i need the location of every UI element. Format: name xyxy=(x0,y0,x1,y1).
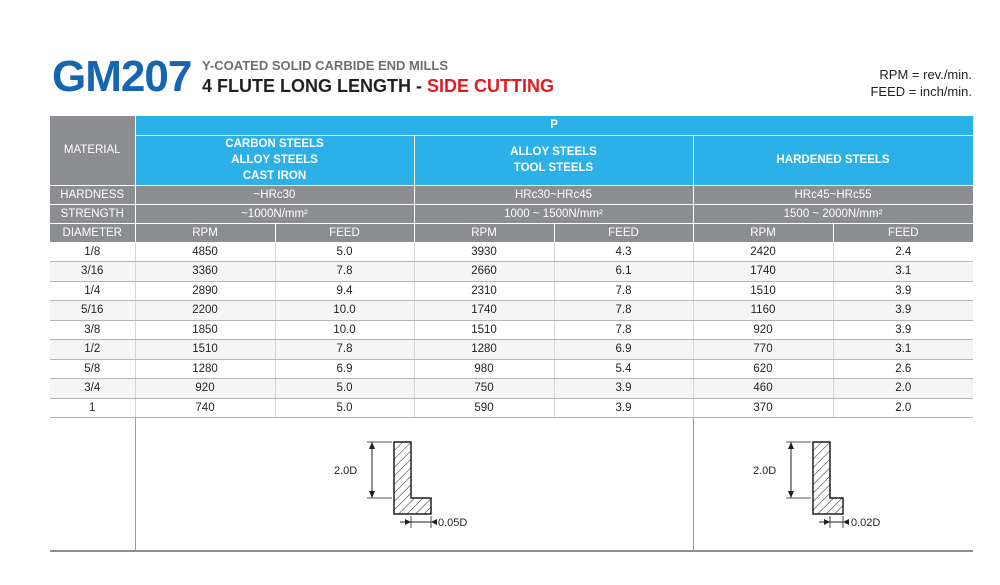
diameter-cell: 5/8 xyxy=(50,359,135,379)
product-subtitle-main xyxy=(202,76,554,97)
feed-cell: 7.8 xyxy=(554,301,693,321)
diameter-cell: 5/16 xyxy=(50,301,135,321)
rpm-header: RPM xyxy=(135,223,275,242)
feed-cell: 5.0 xyxy=(275,379,414,399)
feed-cell: 5.0 xyxy=(275,242,414,262)
rpm-cell: 2200 xyxy=(135,301,275,321)
rpm-cell: 770 xyxy=(693,340,833,360)
rpm-cell: 740 xyxy=(135,398,275,418)
workpiece-hatch xyxy=(394,442,431,514)
rpm-cell: 750 xyxy=(414,379,554,399)
feed-cell: 3.1 xyxy=(833,340,973,360)
diameter-cell: 3/16 xyxy=(50,262,135,282)
workpiece-hatch xyxy=(813,442,843,514)
rpm-cell: 1850 xyxy=(135,320,275,340)
side-cutting-diagram xyxy=(334,434,494,534)
subtitle-main-text: 4 FLUTE LONG LENGTH - xyxy=(202,76,427,96)
feed-cell: 4.3 xyxy=(554,242,693,262)
feed-header: FEED xyxy=(275,223,414,242)
table-row xyxy=(50,301,973,321)
subtitle-highlight: SIDE CUTTING xyxy=(427,76,555,96)
rpm-cell: 1510 xyxy=(414,320,554,340)
unit-rpm-note: RPM = rev./min. xyxy=(879,67,972,82)
feed-cell: 3.9 xyxy=(554,379,693,399)
rpm-cell: 1280 xyxy=(414,340,554,360)
feed-cell: 7.8 xyxy=(554,281,693,301)
table-row xyxy=(50,340,973,360)
cutting-diagram-row xyxy=(50,418,973,552)
table-row xyxy=(50,320,973,340)
material-line: ALLOY STEELS xyxy=(510,146,597,158)
material-line: HARDENED STEELS xyxy=(776,154,890,166)
feed-cell: 3.1 xyxy=(833,262,973,282)
strength-label: STRENGTH xyxy=(50,204,135,223)
cutting-conditions-table xyxy=(50,116,974,552)
feed-cell: 10.0 xyxy=(275,301,414,321)
rpm-header: RPM xyxy=(414,223,554,242)
strength-value: 1000 ~ 1500N/mm² xyxy=(414,204,693,223)
rpm-cell: 3930 xyxy=(414,242,554,262)
rpm-cell: 920 xyxy=(135,379,275,399)
rpm-cell: 980 xyxy=(414,359,554,379)
strength-value: ~1000N/mm² xyxy=(135,204,414,223)
rpm-cell: 590 xyxy=(414,398,554,418)
table-row xyxy=(50,398,973,418)
feed-cell: 6.9 xyxy=(275,359,414,379)
rpm-cell: 2310 xyxy=(414,281,554,301)
cutting-diagram-cell xyxy=(135,418,693,552)
rpm-cell: 1510 xyxy=(135,340,275,360)
diameter-cell: 1/2 xyxy=(50,340,135,360)
material-line: CARBON STEELS xyxy=(225,138,324,150)
rpm-cell: 370 xyxy=(693,398,833,418)
feed-cell: 2.0 xyxy=(833,398,973,418)
diameter-cell: 1/8 xyxy=(50,242,135,262)
table-row xyxy=(50,359,973,379)
feed-cell: 2.0 xyxy=(833,379,973,399)
strength-value: 1500 ~ 2000N/mm² xyxy=(693,204,973,223)
diameter-label: DIAMETER xyxy=(50,223,135,242)
diameter-cell: 3/4 xyxy=(50,379,135,399)
rpm-cell: 920 xyxy=(693,320,833,340)
material-carbon-steels xyxy=(135,135,414,185)
material-line: ALLOY STEELS xyxy=(231,154,318,166)
cutting-diagram-cell xyxy=(693,418,973,552)
material-hardened-steels xyxy=(693,135,973,185)
feed-cell: 9.4 xyxy=(275,281,414,301)
table-row xyxy=(50,281,973,301)
table-row xyxy=(50,379,973,399)
rpm-cell: 1280 xyxy=(135,359,275,379)
depth-label: 2.0D xyxy=(334,465,358,477)
rpm-cell: 1740 xyxy=(693,262,833,282)
diagram-blank-cell xyxy=(50,418,135,552)
side-cutting-diagram xyxy=(753,434,913,534)
rpm-cell: 3360 xyxy=(135,262,275,282)
feed-cell: 7.8 xyxy=(275,340,414,360)
hardness-value: HRc30~HRc45 xyxy=(414,185,693,204)
feed-header: FEED xyxy=(554,223,693,242)
diameter-cell: 3/8 xyxy=(50,320,135,340)
feed-cell: 7.8 xyxy=(275,262,414,282)
hardness-value: HRc45~HRc55 xyxy=(693,185,973,204)
rpm-cell: 620 xyxy=(693,359,833,379)
feed-cell: 6.1 xyxy=(554,262,693,282)
feed-cell: 6.9 xyxy=(554,340,693,360)
table-row xyxy=(50,262,973,282)
rpm-cell: 2890 xyxy=(135,281,275,301)
feed-cell: 5.0 xyxy=(275,398,414,418)
feed-cell: 7.8 xyxy=(554,320,693,340)
feed-cell: 10.0 xyxy=(275,320,414,340)
hardness-value: ~HRc30 xyxy=(135,185,414,204)
material-line: CAST IRON xyxy=(242,170,307,182)
rpm-cell: 1740 xyxy=(414,301,554,321)
material-header: MATERIAL xyxy=(50,116,135,185)
material-alloy-tool-steels xyxy=(414,135,693,185)
feed-cell: 3.9 xyxy=(833,301,973,321)
table-row xyxy=(50,242,973,262)
unit-feed-note: FEED = inch/min. xyxy=(870,84,972,99)
rpm-cell: 2420 xyxy=(693,242,833,262)
rpm-header: RPM xyxy=(693,223,833,242)
material-group-header: P xyxy=(135,116,973,135)
feed-cell: 5.4 xyxy=(554,359,693,379)
hardness-label: HARDNESS xyxy=(50,185,135,204)
product-code: GM207 xyxy=(52,52,192,101)
feed-cell: 2.4 xyxy=(833,242,973,262)
width-label: 0.05D xyxy=(438,517,468,529)
rpm-cell: 2660 xyxy=(414,262,554,282)
diameter-cell: 1 xyxy=(50,398,135,418)
diameter-cell: 1/4 xyxy=(50,281,135,301)
feed-cell: 3.9 xyxy=(833,281,973,301)
rpm-cell: 1160 xyxy=(693,301,833,321)
feed-cell: 2.6 xyxy=(833,359,973,379)
feed-cell: 3.9 xyxy=(833,320,973,340)
product-subtitle-top: Y-COATED SOLID CARBIDE END MILLS xyxy=(202,58,449,73)
rpm-cell: 4850 xyxy=(135,242,275,262)
depth-label: 2.0D xyxy=(753,465,777,477)
width-label: 0.02D xyxy=(851,517,881,529)
feed-header: FEED xyxy=(833,223,973,242)
rpm-cell: 1510 xyxy=(693,281,833,301)
feed-cell: 3.9 xyxy=(554,398,693,418)
material-line: TOOL STEELS xyxy=(513,162,594,174)
rpm-cell: 460 xyxy=(693,379,833,399)
